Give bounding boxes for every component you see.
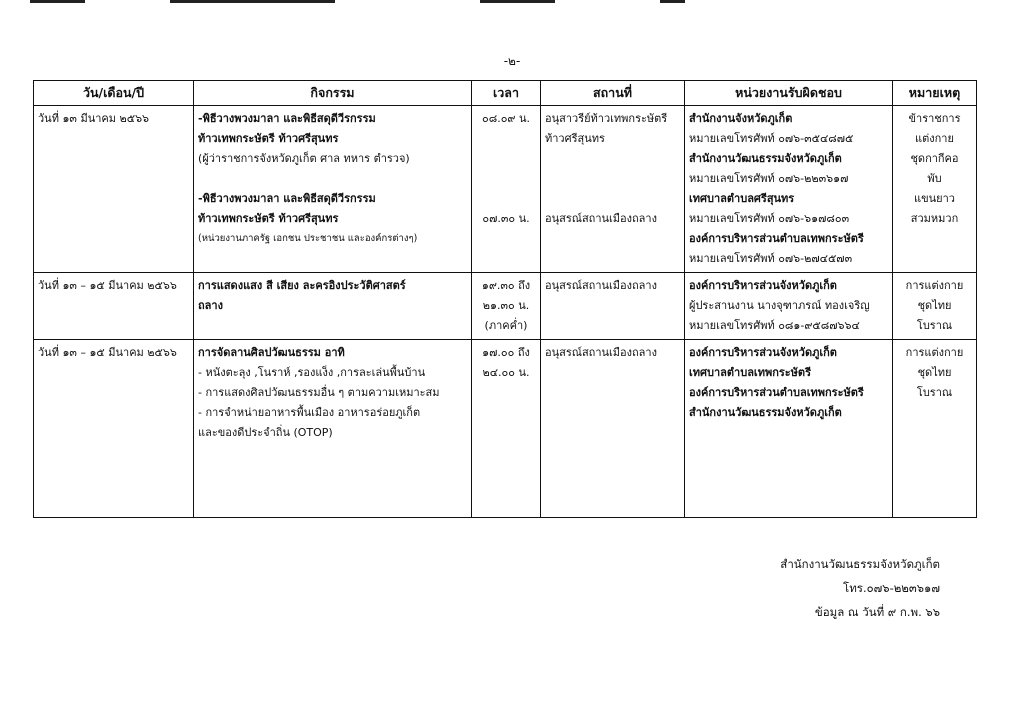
cell-responsible — [685, 106, 893, 273]
org-coordinator: ผู้ประสานงาน นางจุฑาภรณ์ ทองเจริญ — [689, 299, 870, 312]
org-name: องค์การบริหารส่วนตำบลเทพกระษัตรี — [689, 386, 864, 399]
remark-text: ชุดไทย — [917, 299, 952, 312]
place-text: อนุสาวรีย์ท้าวเทพกระษัตรี — [545, 112, 668, 125]
cell-place — [541, 340, 685, 518]
org-phone: หมายเลขโทรศัพท์ ๐๗๖-๓๕๔๘๗๕ — [689, 132, 854, 145]
activity-participants: (หน่วยงานภาครัฐ เอกชน ประชาชน และองค์กรต่างๆ) — [198, 233, 418, 244]
schedule-table — [33, 80, 977, 518]
cell-time — [472, 106, 541, 273]
header-responsible: หน่วยงานรับผิดชอบ — [685, 81, 893, 106]
header-activity: กิจกรรม — [194, 81, 472, 106]
place-text: อนุสรณ์สถานเมืองถลาง — [545, 346, 657, 359]
table-header-row — [34, 81, 977, 106]
cell-remarks — [893, 273, 977, 340]
date-text: วันที่ ๑๓ มีนาคม ๒๕๖๖ — [38, 112, 150, 125]
scan-artifact-line — [30, 0, 85, 3]
document-footer — [780, 552, 940, 624]
header-time: เวลา — [472, 81, 541, 106]
remark-text: โบราณ — [916, 319, 953, 332]
time-text: (ภาคค่ำ) — [484, 319, 528, 332]
date-text: วันที่ ๑๓ – ๑๕ มีนาคม ๒๕๖๖ — [38, 346, 177, 359]
activity-title: -พิธีวางพวงมาลา และพิธีสดุดีวีรกรรม — [198, 192, 376, 205]
table-row — [34, 106, 977, 273]
place-text: ท้าวศรีสุนทร — [545, 132, 605, 145]
activity-title: การแสดงแสง สี เสียง ละครอิงประวัติศาสตร์ — [198, 279, 406, 292]
org-phone: หมายเลขโทรศัพท์ ๐๗๖-๒๗๔๕๗๓ — [689, 252, 853, 265]
remark-text: พับ — [927, 172, 942, 185]
cell-activity — [194, 273, 472, 340]
table-row — [34, 340, 977, 518]
cell-place — [541, 106, 685, 273]
time-text: ๑๗.๐๐ ถึง — [482, 346, 530, 359]
org-name: สำนักงานจังหวัดภูเก็ต — [689, 112, 793, 125]
remark-text: ชุดไทย — [917, 366, 952, 379]
time-text: ๒๔.๐๐ น. — [482, 366, 530, 379]
remark-text: การแต่งกาย — [905, 346, 964, 359]
activity-title: การจัดลานศิลปวัฒนธรรม อาทิ — [198, 346, 345, 359]
scan-artifact-line — [170, 0, 335, 3]
org-phone: หมายเลขโทรศัพท์ ๐๘๑-๙๕๘๗๖๖๔ — [689, 319, 860, 332]
remark-text: โบราณ — [916, 386, 953, 399]
header-place: สถานที่ — [541, 81, 685, 106]
scan-artifact-line — [480, 0, 555, 3]
org-name: สำนักงานวัฒนธรรมจังหวัดภูเก็ต — [689, 406, 842, 419]
place-text: อนุสรณ์สถานเมืองถลาง — [545, 279, 657, 292]
cell-activity — [194, 340, 472, 518]
footer-phone: โทร.๐๗๖-๒๒๓๖๑๗ — [843, 581, 940, 595]
activity-item: - หนังตะลุง ,โนราห์ ,รองแง็ง ,การละเล่นพื้นบ้าน — [198, 366, 426, 379]
remark-text: การแต่งกาย — [905, 279, 964, 292]
time-text: ๐๘.๐๙ น. — [482, 112, 530, 125]
remark-text: แต่งกาย — [915, 132, 954, 145]
date-text: วันที่ ๑๓ – ๑๕ มีนาคม ๒๕๖๖ — [38, 279, 177, 292]
org-phone: หมายเลขโทรศัพท์ ๐๗๖-๖๑๗๘๐๓ — [689, 212, 850, 225]
cell-time — [472, 273, 541, 340]
activity-title: ท้าวเทพกระษัตรี ท้าวศรีสุนทร — [198, 132, 339, 145]
activity-item: - การแสดงศิลปวัฒนธรรมอื่น ๆ ตามความเหมาะสม — [198, 386, 440, 399]
org-name: สำนักงานวัฒนธรรมจังหวัดภูเก็ต — [689, 152, 842, 165]
time-text: ๑๙.๓๐ ถึง — [481, 279, 531, 292]
org-name: องค์การบริหารส่วนจังหวัดภูเก็ต — [689, 346, 837, 359]
scan-artifact-line — [660, 0, 685, 3]
footer-org: สำนักงานวัฒนธรรมจังหวัดภูเก็ต — [780, 557, 940, 571]
cell-date — [34, 273, 194, 340]
cell-remarks — [893, 340, 977, 518]
remark-text: สวมหมวก — [910, 212, 959, 225]
time-text: ๒๑.๓๐ น. — [482, 299, 530, 312]
remark-text: ข้าราชการ — [908, 112, 961, 125]
org-name: องค์การบริหารส่วนตำบลเทพกระษัตรี — [689, 232, 864, 245]
org-name: เทศบาลตำบลศรีสุนทร — [689, 192, 795, 205]
remark-text: แขนยาว — [914, 192, 955, 205]
activity-title: ท้าวเทพกระษัตรี ท้าวศรีสุนทร — [198, 212, 339, 225]
org-phone: หมายเลขโทรศัพท์ ๐๗๖-๒๒๓๖๑๗ — [689, 172, 849, 185]
org-name: องค์การบริหารส่วนจังหวัดภูเก็ต — [689, 279, 837, 292]
activity-title: ถลาง — [198, 299, 223, 312]
header-remarks: หมายเหตุ — [893, 81, 977, 106]
cell-place — [541, 273, 685, 340]
place-text: อนุสรณ์สถานเมืองถลาง — [545, 212, 657, 225]
cell-date — [34, 340, 194, 518]
table-row — [34, 273, 977, 340]
time-text: ๐๗.๓๐ น. — [482, 212, 530, 225]
activity-item: - การจำหน่ายอาหารพื้นเมือง อาหารอร่อยภูเก็ต — [198, 406, 421, 419]
activity-participants: (ผู้ว่าราชการจังหวัดภูเก็ต ศาล ทหาร ตำรวจ) — [198, 152, 410, 165]
page-number: -๒- — [503, 54, 521, 68]
activity-title: -พิธีวางพวงมาลา และพิธีสดุดีวีรกรรม — [198, 112, 376, 125]
activity-item: และของดีประจำถิ่น (OTOP) — [198, 426, 333, 439]
cell-time — [472, 340, 541, 518]
footer-date: ข้อมูล ณ วันที่ ๙ ก.พ. ๖๖ — [814, 605, 940, 619]
header-date: วัน/เดือน/ปี — [34, 81, 194, 106]
cell-responsible — [685, 273, 893, 340]
remark-text: ชุดกากีคอ — [910, 152, 959, 165]
cell-remarks — [893, 106, 977, 273]
cell-date — [34, 106, 194, 273]
cell-responsible — [685, 340, 893, 518]
org-name: เทศบาลตำบลเทพกระษัตรี — [689, 366, 811, 379]
cell-activity — [194, 106, 472, 273]
